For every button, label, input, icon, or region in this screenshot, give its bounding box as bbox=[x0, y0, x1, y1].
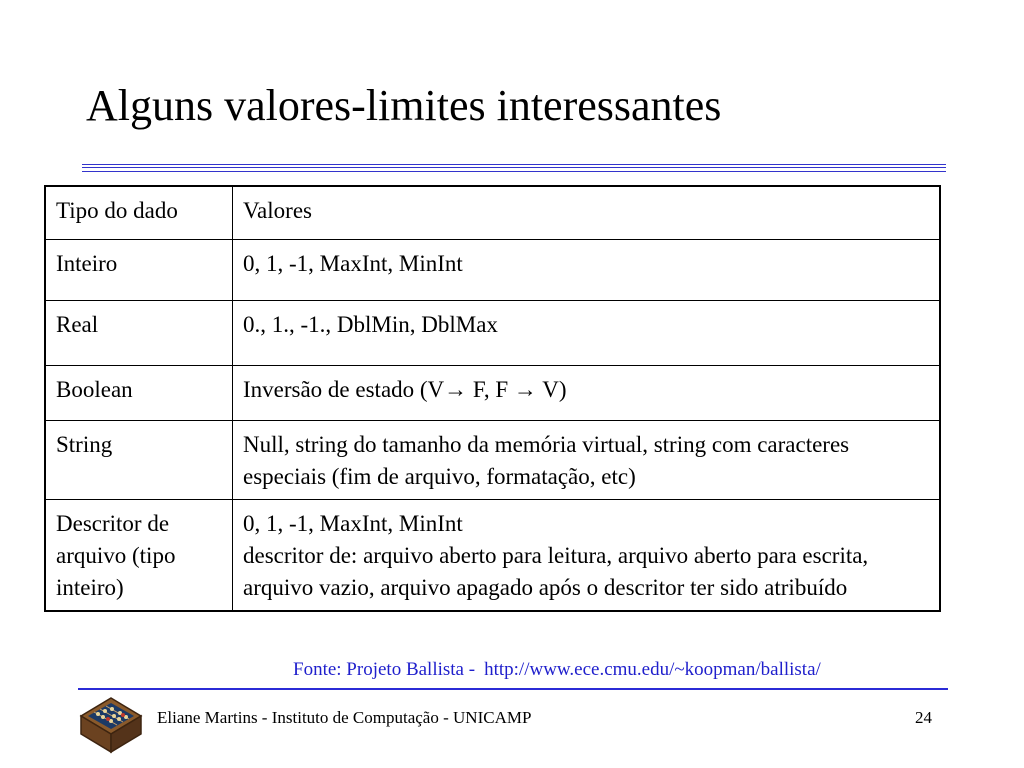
table-header-row bbox=[45, 186, 940, 240]
slide-title: Alguns valores-limites interessantes bbox=[86, 81, 722, 130]
limits-table bbox=[44, 185, 941, 612]
table-row bbox=[45, 500, 940, 612]
cell-type: Boolean bbox=[45, 366, 233, 421]
cell-values-line: descritor de: arquivo aberto para leitura, arquivo aberto para escrita, arquivo vazio, arquivo apagado após o descritor ter sido atribuído bbox=[243, 543, 869, 600]
source-label: Fonte: Projeto Ballista - bbox=[293, 659, 476, 680]
table-row bbox=[45, 240, 940, 301]
page-number: 24 bbox=[915, 708, 932, 727]
cell-values: 0, 1, -1, MaxInt, MinInt bbox=[233, 240, 941, 301]
table-row bbox=[45, 421, 940, 500]
cell-values: Inversão de estado (V→ F, F → V) bbox=[233, 366, 941, 421]
header-tipo-do-dado: Tipo do dado bbox=[45, 186, 233, 240]
abacus-icon bbox=[78, 694, 144, 756]
cell-type: Inteiro bbox=[45, 240, 233, 301]
footer-author: Eliane Martins - Instituto de Computação - UNICAMP bbox=[157, 708, 532, 727]
table-row bbox=[45, 301, 940, 366]
cell-type: Descritor de arquivo (tipo inteiro) bbox=[45, 500, 233, 612]
cell-values bbox=[233, 500, 941, 612]
source-note bbox=[293, 659, 830, 681]
cell-values-line: 0, 1, -1, MaxInt, MinInt bbox=[243, 511, 463, 536]
cell-type: Real bbox=[45, 301, 233, 366]
table-row bbox=[45, 366, 940, 421]
cell-values: Null, string do tamanho da memória virtual, string com caracteres especiais (fim de arquivo, formatação, etc) bbox=[233, 421, 941, 500]
cell-values: 0., 1., -1., DblMin, DblMax bbox=[233, 301, 941, 366]
source-link[interactable]: http://www.ece.cmu.edu/~koopman/ballista/ bbox=[484, 659, 821, 680]
footer-divider bbox=[78, 688, 948, 690]
title-divider bbox=[82, 164, 946, 172]
header-valores: Valores bbox=[233, 186, 941, 240]
cell-type: String bbox=[45, 421, 233, 500]
